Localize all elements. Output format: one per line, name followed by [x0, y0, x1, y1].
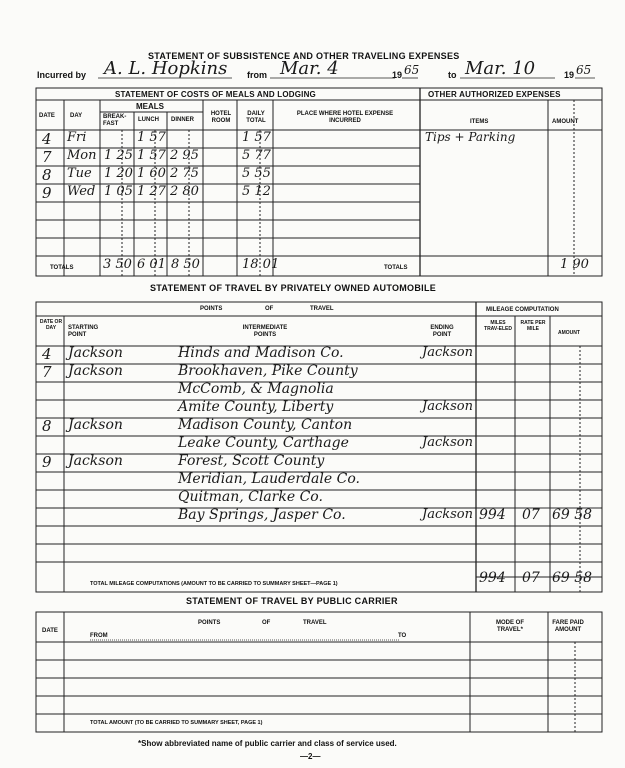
auto-col-start: STARTING POINT: [68, 325, 99, 338]
total-dinner[interactable]: 8 50: [171, 257, 200, 272]
auto-end-point[interactable]: Jackson: [422, 345, 473, 360]
meal-date[interactable]: 9: [42, 184, 52, 202]
meal-lunch[interactable]: 1 57: [137, 148, 166, 163]
meal-lunch[interactable]: 1 27: [137, 184, 166, 199]
from-label: from: [247, 70, 267, 80]
year-value-2[interactable]: 65: [576, 63, 592, 77]
auto-intermediate-points[interactable]: Hinds and Madison Co.: [178, 345, 344, 361]
auto-miles[interactable]: 994: [479, 507, 506, 523]
incurred-by-label: Incurred by: [37, 70, 87, 80]
carrier-of-label: OF: [262, 620, 271, 626]
meal-day[interactable]: Mon: [67, 148, 97, 163]
total-other-amount[interactable]: 1 90: [560, 257, 589, 272]
auto-date[interactable]: 7: [42, 363, 52, 381]
year-prefix-1: 19: [392, 70, 403, 80]
total-rate[interactable]: 07: [522, 570, 540, 586]
meal-daily-total[interactable]: 5 55: [242, 166, 271, 181]
auto-of-label: OF: [265, 306, 274, 312]
meal-daily-total[interactable]: 5 12: [242, 184, 271, 199]
auto-col-rate: RATE PER MILE: [520, 320, 546, 332]
meal-day[interactable]: Tue: [67, 166, 92, 181]
col-dinner-header: DINNER: [171, 117, 195, 123]
auto-date[interactable]: 8: [42, 417, 52, 435]
col-hotel-header: HOTEL ROOM: [210, 111, 232, 124]
auto-section-title: STATEMENT OF TRAVEL BY PRIVATELY OWNED AUTOMOBILE: [150, 283, 437, 293]
meal-daily-total[interactable]: 5 77: [242, 148, 271, 163]
total-miles[interactable]: 994: [479, 570, 506, 586]
carrier-total-label: TOTAL AMOUNT (TO BE CARRIED TO SUMMARY SHEET, PAGE 1): [90, 720, 263, 726]
auto-intermediate-points[interactable]: Meridian, Lauderdale Co.: [178, 471, 360, 487]
meal-dinner[interactable]: 2 95: [170, 148, 199, 163]
year-value-1[interactable]: 65: [404, 63, 420, 77]
meal-dinner[interactable]: 2 80: [170, 184, 199, 199]
auto-intermediate-points[interactable]: Leake County, Carthage: [178, 435, 349, 451]
meal-day[interactable]: Fri: [67, 130, 87, 145]
meal-date[interactable]: 7: [42, 148, 52, 166]
other-expenses-title: OTHER AUTHORIZED EXPENSES: [428, 90, 561, 99]
meal-date[interactable]: 4: [42, 130, 52, 148]
auto-col-intermediate: INTERMEDIATE POINTS: [242, 325, 288, 338]
col-daily-header: DAILY TOTAL: [246, 111, 266, 124]
auto-intermediate-points[interactable]: Brookhaven, Pike County: [178, 363, 358, 379]
auto-points-label: POINTS: [200, 306, 223, 312]
auto-travel-label: TRAVEL: [310, 306, 334, 312]
from-date-value[interactable]: Mar. 4: [280, 58, 339, 79]
auto-date[interactable]: 9: [42, 453, 52, 471]
meal-dinner[interactable]: 2 75: [170, 166, 199, 181]
meal-date[interactable]: 8: [42, 166, 52, 184]
meals-group-label: MEALS: [136, 102, 164, 111]
auto-end-point[interactable]: Jackson: [422, 435, 473, 450]
meal-lunch[interactable]: 1 57: [137, 130, 166, 145]
auto-date[interactable]: 4: [42, 345, 52, 363]
carrier-to-label: TO: [398, 633, 407, 639]
col-breakfast-header: BREAK-FAST: [103, 114, 127, 127]
total-mileage-label: TOTAL MILEAGE COMPUTATIONS (AMOUNT TO BE CARRIED TO SUMMARY SHEET—PAGE 1): [90, 581, 338, 587]
col-day-header: DAY: [70, 113, 83, 119]
total-breakfast[interactable]: 3 50: [103, 257, 132, 272]
meal-day[interactable]: Wed: [67, 184, 96, 199]
meal-lunch[interactable]: 1 60: [137, 166, 166, 181]
to-label: to: [448, 70, 457, 80]
page-number: —2—: [300, 752, 321, 761]
auto-intermediate-points[interactable]: Forest, Scott County: [178, 453, 325, 469]
form-title: STATEMENT OF SUBSISTENCE AND OTHER TRAVELING EXPENSES: [148, 51, 460, 61]
total-daily[interactable]: 18 01: [242, 257, 280, 272]
meal-breakfast[interactable]: 1 05: [104, 184, 133, 199]
year-prefix-2: 19: [564, 70, 575, 80]
total-amount[interactable]: 69 58: [552, 570, 593, 586]
auto-intermediate-points[interactable]: Quitman, Clarke Co.: [178, 489, 323, 505]
meal-breakfast[interactable]: 1 25: [104, 148, 133, 163]
to-date-value[interactable]: Mar. 10: [465, 58, 536, 79]
auto-start-point[interactable]: Jackson: [68, 417, 123, 433]
meal-breakfast[interactable]: 1 20: [104, 166, 133, 181]
auto-intermediate-points[interactable]: Bay Springs, Jasper Co.: [178, 507, 346, 523]
carrier-from-label: FROM: [90, 633, 108, 639]
col-place-header: PLACE WHERE HOTEL EXPENSE INCURRED: [296, 111, 394, 124]
auto-intermediate-points[interactable]: Amite County, Liberty: [178, 399, 334, 415]
meal-daily-total[interactable]: 1 57: [242, 130, 271, 145]
carrier-points-label: POINTS: [198, 620, 221, 626]
meals-section-title: STATEMENT OF COSTS OF MEALS AND LODGING: [115, 90, 316, 99]
mileage-computation-label: MILEAGE COMPUTATION: [486, 307, 559, 313]
auto-end-point[interactable]: Jackson: [422, 507, 473, 522]
auto-col-date: DATE OR DAY: [39, 319, 63, 331]
auto-start-point[interactable]: Jackson: [68, 453, 123, 469]
auto-col-amount: AMOUNT: [558, 330, 580, 336]
col-lunch-header: LUNCH: [138, 117, 159, 123]
auto-start-point[interactable]: Jackson: [68, 345, 123, 361]
carrier-section-title: STATEMENT OF TRAVEL BY PUBLIC CARRIER: [186, 596, 398, 606]
auto-amount[interactable]: 69 58: [552, 507, 593, 523]
carrier-col-date: DATE: [42, 628, 58, 634]
auto-intermediate-points[interactable]: Madison County, Canton: [178, 417, 353, 433]
col-items-header: ITEMS: [470, 119, 489, 125]
auto-intermediate-points[interactable]: McComb, & Magnolia: [178, 381, 334, 397]
totals-label-2: TOTALS: [384, 265, 408, 271]
auto-start-point[interactable]: Jackson: [68, 363, 123, 379]
incurred-by-value[interactable]: A. L. Hopkins: [104, 58, 228, 79]
auto-rate[interactable]: 07: [522, 507, 540, 523]
auto-end-point[interactable]: Jackson: [422, 399, 473, 414]
col-amount-header: AMOUNT: [552, 119, 579, 125]
total-lunch[interactable]: 6 01: [137, 257, 166, 272]
carrier-col-mode: MODE OF TRAVEL*: [496, 620, 524, 633]
other-expense-item[interactable]: Tips + Parking: [425, 130, 516, 144]
auto-col-end: ENDING POINT: [430, 325, 454, 338]
footer-note: *Show abbreviated name of public carrier and class of service used.: [138, 739, 397, 748]
auto-col-miles: MILES TRAV-ELED: [484, 320, 512, 332]
col-date-header: DATE: [39, 113, 55, 119]
carrier-travel-label: TRAVEL: [303, 620, 327, 626]
totals-label: TOTALS: [50, 265, 74, 271]
carrier-col-fare: FARE PAID AMOUNT: [552, 620, 584, 633]
